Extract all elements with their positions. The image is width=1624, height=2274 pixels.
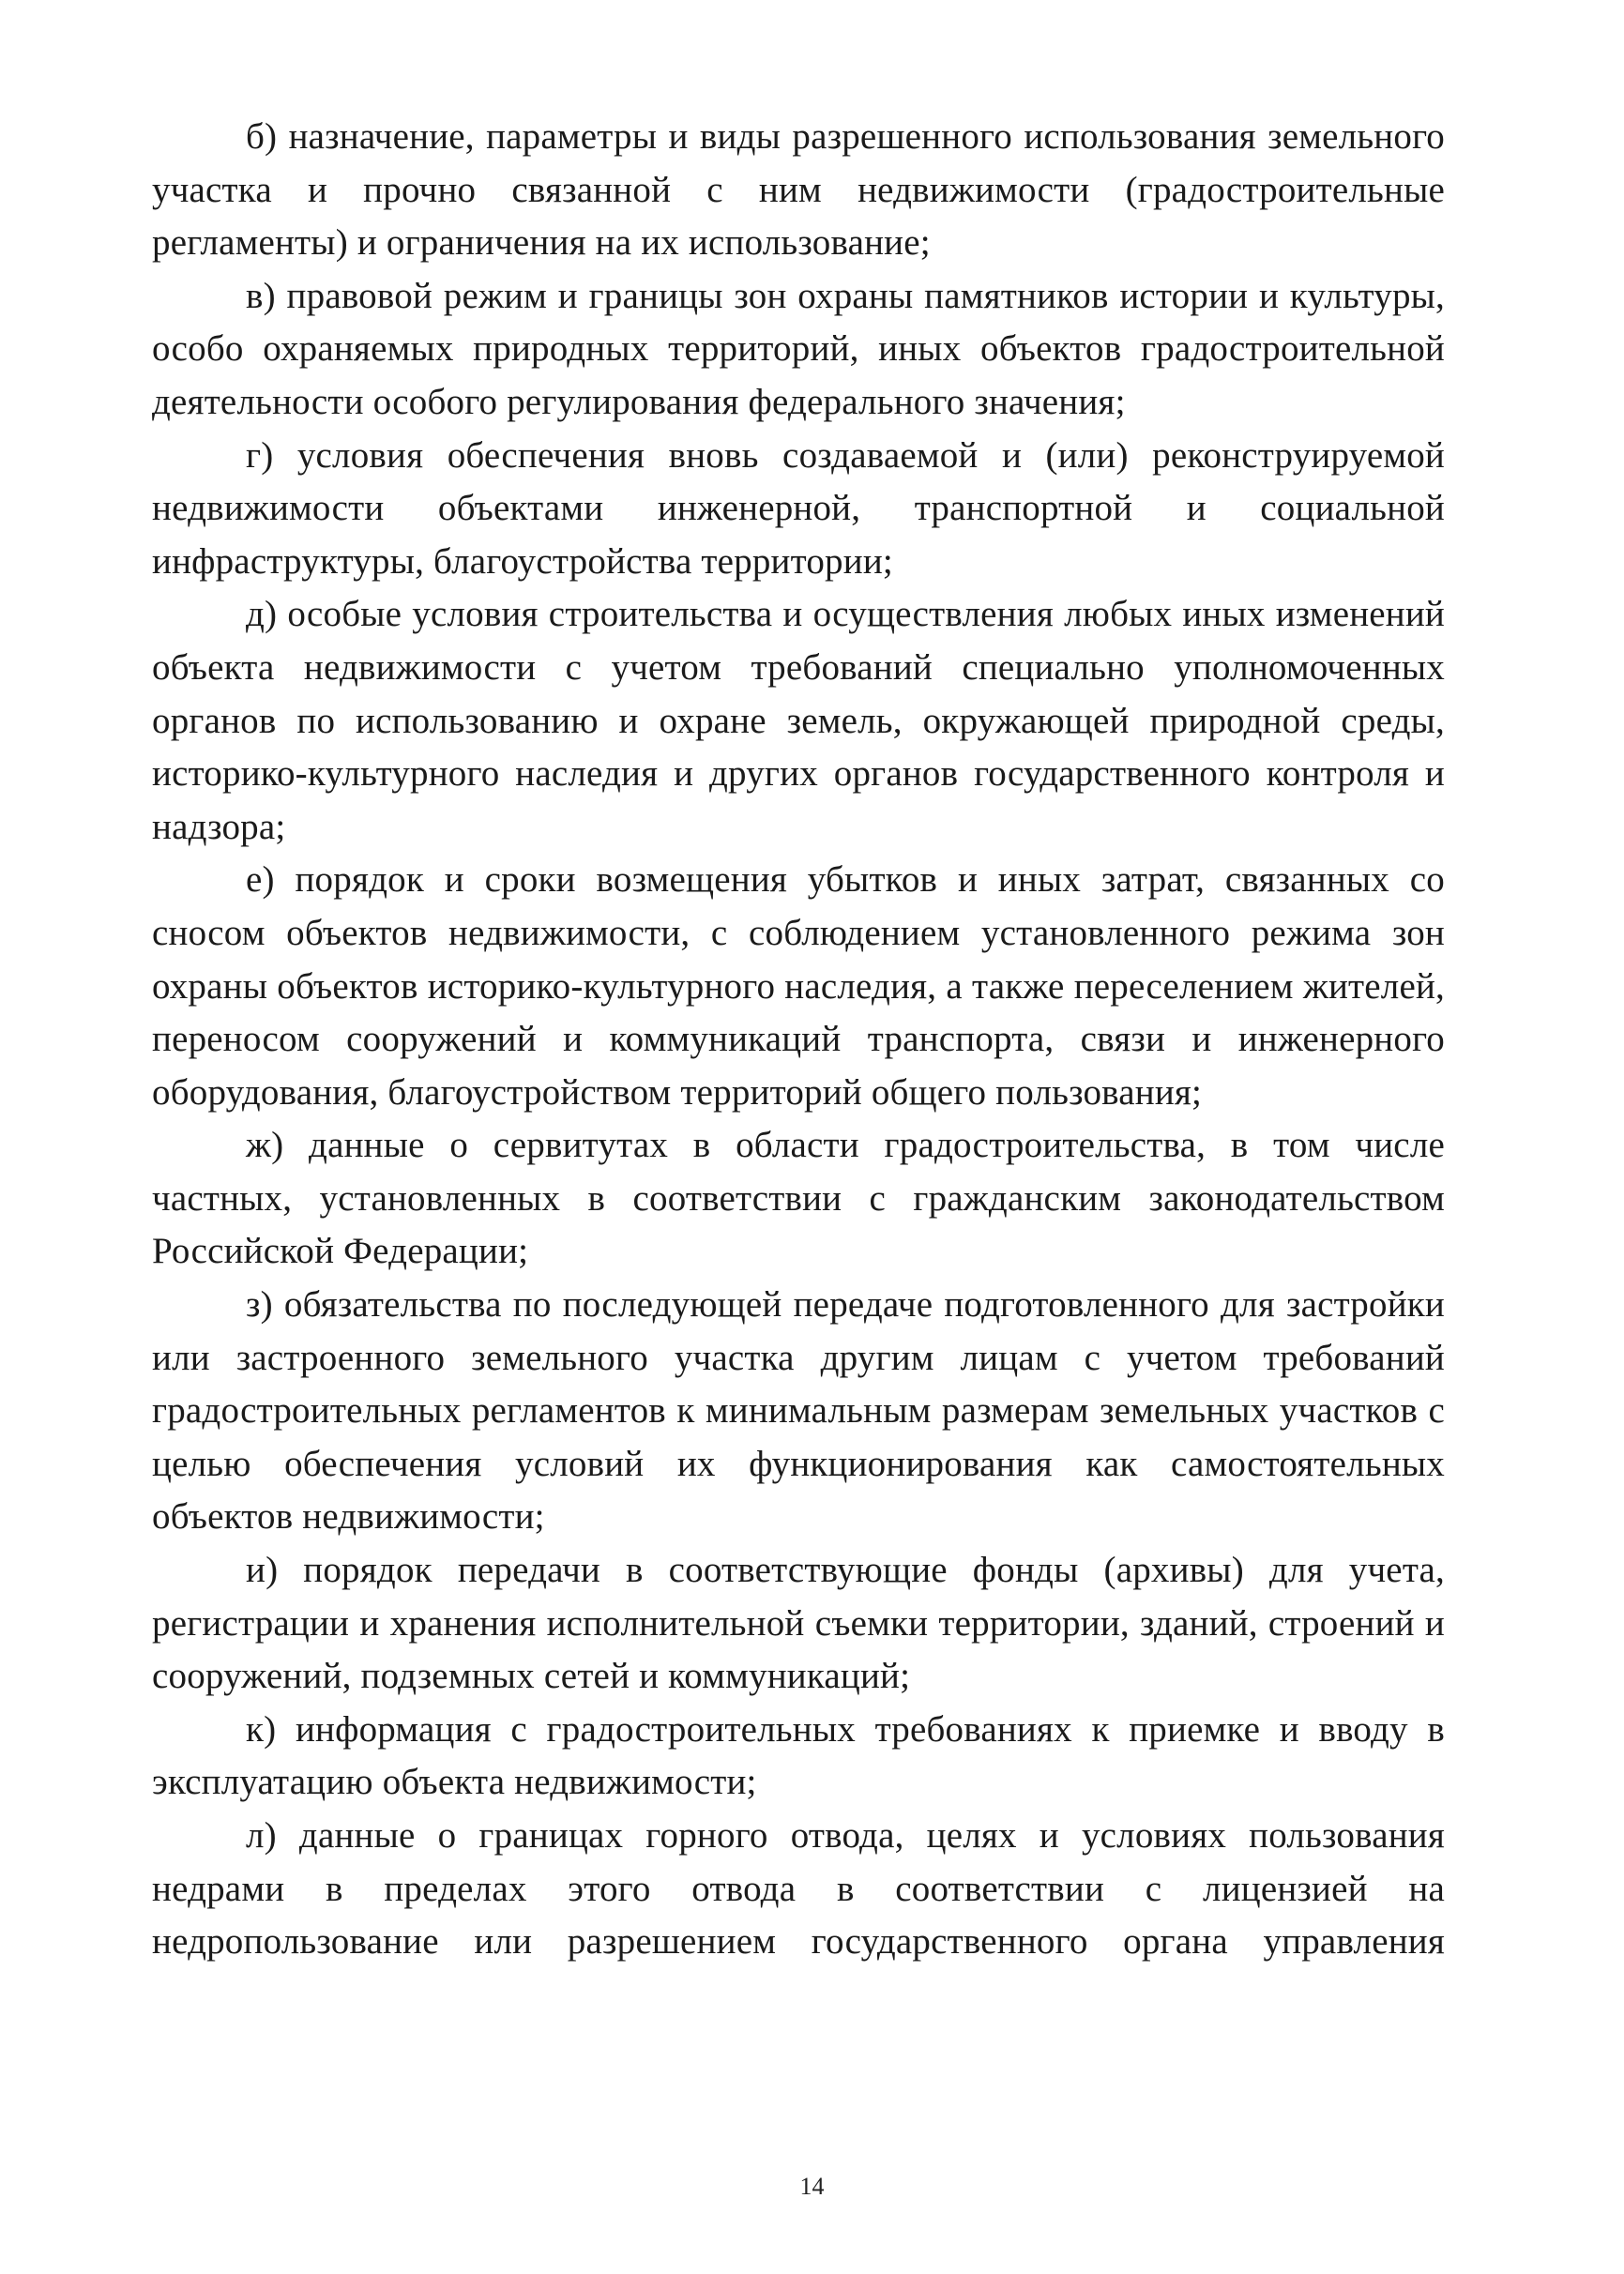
paragraph-i: и) порядок передачи в соответствующие фонды (архивы) для учета, регистрации и хранения исполнительной съемки территории, зданий, строений и сооружений, подземных сетей и коммуникаций; bbox=[152, 1550, 1445, 1697]
paragraph-g: г) условия обеспечения вновь создаваемой и (или) реконструируемой недвижимости объектами инженерной, транспортной и социальной инфраструктуры, благоустройства территории; bbox=[152, 434, 1445, 582]
paragraph-e: е) порядок и сроки возмещения убытков и иных затрат, связанных со сносом объектов недвижимости, с соблюдением установленного режима зон охраны объектов историко-культурного наследия, а также переселением жителей, переносом сооружений и коммуникаций транспорта, связи и инженерного оборудования, благоустройством территорий общего пользования; bbox=[152, 859, 1445, 1113]
document-body bbox=[152, 111, 1445, 1969]
paragraph-d: д) особые условия строительства и осуществления любых иных изменений объекта недвижимости с учетом требований специально уполномоченных органов по использованию и охране земель, окружающей природной среды, историко-культурного наследия и других органов государственного контроля и надзора; bbox=[152, 594, 1445, 847]
paragraph-b: б) назначение, параметры и виды разрешенного использования земельного участка и прочно связанной с ним недвижимости (градостроительные регламенты) и ограничения на их использование; bbox=[152, 116, 1445, 264]
paragraph-l: л) данные о границах горного отвода, целях и условиях пользования недрами в пределах этого отвода в соответствии с лицензией на недропользование или разрешением государственного органа управления bbox=[152, 1815, 1445, 1963]
paragraph-v: в) правовой режим и границы зон охраны памятников истории и культуры, особо охраняемых природных территорий, иных объектов градостроительной деятельности особого регулирования федерального значения; bbox=[152, 275, 1445, 422]
paragraph-zh: ж) данные о сервитутах в области градостроительства, в том числе частных, установленных в соответствии с гражданским законодательством Российской Федерации; bbox=[152, 1125, 1445, 1272]
paragraph-z: з) обязательства по последующей передаче подготовленного для застройки или застроенного земельного участка другим лицам с учетом требований градостроительных регламентов к минимальным размерам земельных участков с целью обеспечения условий их функционирования как самостоятельных объектов недвижимости; bbox=[152, 1284, 1445, 1538]
page-number: 14 bbox=[799, 2173, 825, 2200]
paragraph-k: к) информация с градостроительных требованиях к приемке и вводу в эксплуатацию объекта недвижимости; bbox=[152, 1708, 1445, 1803]
